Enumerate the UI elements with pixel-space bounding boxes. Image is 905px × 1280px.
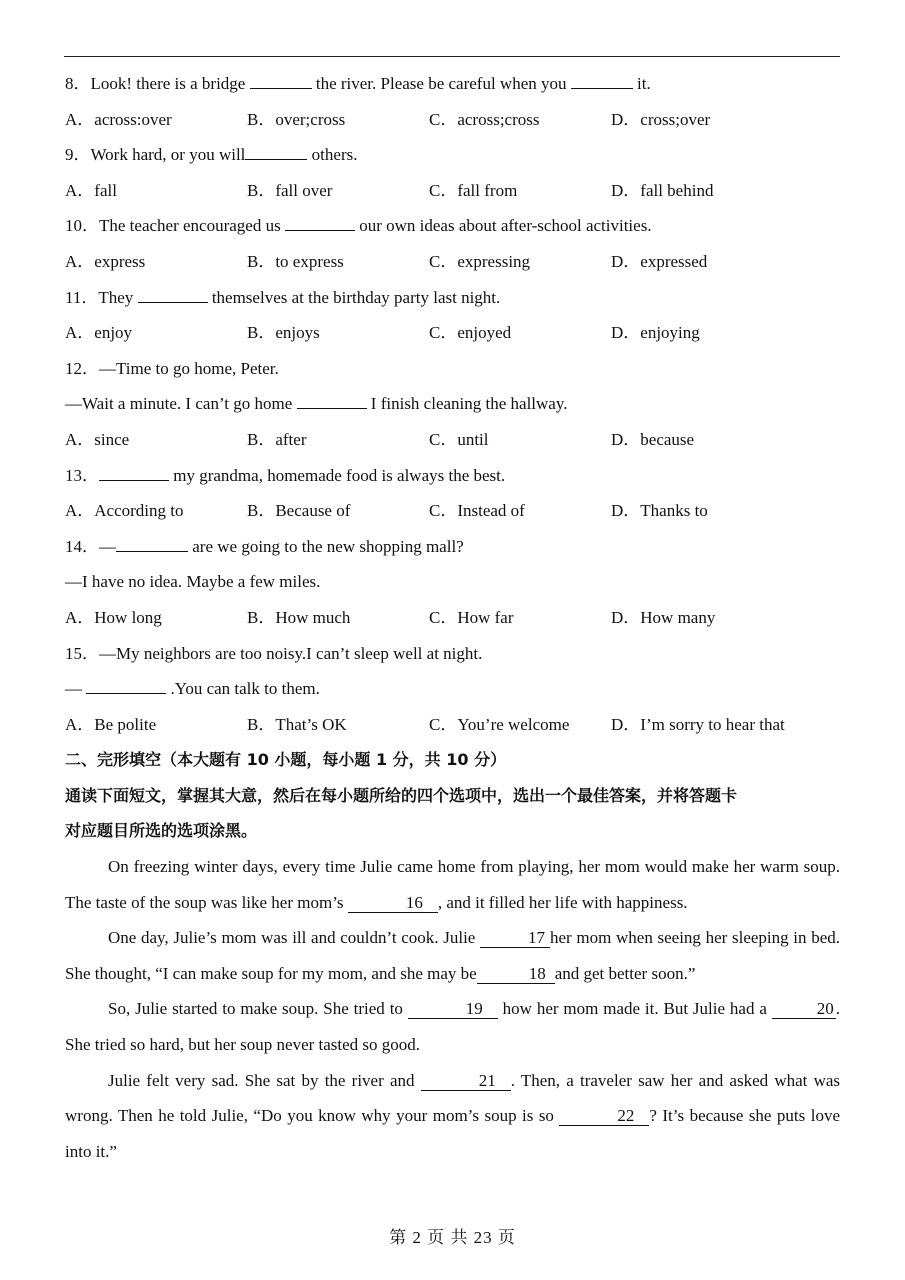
question-text: —: [65, 679, 87, 699]
question-stem: [65, 351, 840, 387]
question-number: 10．: [65, 216, 99, 236]
passage-text: how her mom made it. But Julie had a: [497, 999, 772, 1019]
option-c[interactable]: C．until: [429, 429, 489, 449]
answer-blank: [250, 70, 312, 89]
section-title: 二、完形填空（本大题有 10 小题，每小题 1 分，共 10 分）: [65, 750, 507, 770]
option-d[interactable]: D．Thanks to: [611, 501, 708, 521]
question-number: 11．: [65, 287, 99, 307]
option-c[interactable]: C．enjoyed: [429, 323, 512, 343]
passage-text: One day, Julie’s mom was ill and couldn’t cook. Julie: [108, 928, 481, 948]
options-row: [65, 315, 840, 351]
option-d[interactable]: D．cross;over: [611, 109, 711, 129]
page-footer: 第 2 页 共 23 页: [389, 1228, 516, 1247]
option-b[interactable]: B．Because of: [247, 501, 351, 521]
question-number: 9．: [65, 145, 91, 165]
question-text: our own ideas about after-school activities.: [354, 216, 652, 236]
question-text: others.: [307, 145, 358, 165]
answer-blank: [86, 675, 166, 694]
passage-paragraph: [65, 920, 840, 991]
question-stem: [65, 636, 840, 672]
answer-blank: [297, 390, 367, 409]
passage-text: . Then, a traveler saw her and asked what was wrong. Then he told Julie, “Do you know why your mom’s soup is so: [65, 1070, 841, 1126]
answer-blank: [245, 141, 307, 160]
option-b[interactable]: B．That’s OK: [247, 714, 347, 734]
question-text: —Time to go home, Peter.: [99, 358, 279, 378]
question-text: They: [98, 287, 138, 307]
options-row: [65, 707, 840, 743]
question-number: 13．: [65, 465, 99, 485]
option-b[interactable]: B．fall over: [247, 180, 333, 200]
question-stem: [65, 458, 840, 494]
cloze-blank-19: 19: [408, 1000, 498, 1019]
option-a[interactable]: A．According to: [65, 501, 184, 521]
option-d[interactable]: D．How many: [611, 607, 716, 627]
answer-blank: [285, 212, 355, 231]
question-text: —Wait a minute. I can’t go home: [65, 394, 297, 414]
question-text: —: [99, 536, 116, 556]
dialogue-line: [65, 671, 840, 707]
question-number: 8．: [65, 74, 91, 93]
question-stem: [65, 208, 840, 244]
question-text: my grandma, homemade food is always the best.: [169, 465, 506, 485]
section-instruction: 通读下面短文，掌握其大意，然后在每小题所给的四个选项中，选出一个最佳答案，并将答题卡: [65, 785, 738, 805]
options-row: [65, 493, 840, 529]
passage-text: ? It’s because she puts love into it.”: [65, 1106, 840, 1161]
passage-text: So, Julie started to make soup. She tried to: [108, 999, 408, 1019]
option-d[interactable]: D．expressed: [611, 251, 708, 271]
question-stem: [65, 66, 840, 102]
question-text: —I have no idea. Maybe a few miles.: [65, 572, 321, 592]
question-text: Look! there is a bridge: [90, 74, 250, 93]
passage-text: and get better soon.”: [554, 963, 696, 983]
answer-blank: [138, 284, 208, 303]
option-a[interactable]: A．across:over: [65, 109, 172, 129]
option-a[interactable]: A．enjoy: [65, 323, 133, 343]
passage-text: Julie felt very sad. She sat by the river and: [108, 1070, 421, 1090]
option-b[interactable]: B．How much: [247, 607, 351, 627]
passage-paragraph: [65, 849, 840, 920]
cloze-blank-21: 21: [421, 1072, 511, 1091]
option-d[interactable]: D．fall behind: [611, 180, 714, 200]
option-d[interactable]: D．enjoying: [611, 323, 700, 343]
passage-text: her mom when seeing her sleeping in bed. She thought, “I can make soup for my mom, and she may be: [65, 928, 840, 983]
options-row: [65, 422, 840, 458]
option-a[interactable]: A．express: [65, 251, 146, 271]
option-d[interactable]: D．I’m sorry to hear that: [611, 714, 785, 734]
option-d[interactable]: D．because: [611, 429, 695, 449]
passage-text: On freezing winter days, every time Julie came home from playing, her mom would make her warm soup. The taste of the soup was like her mom’s: [65, 857, 840, 912]
options-row: [65, 244, 840, 280]
header-rule: [64, 56, 840, 57]
passage-text: , and it filled her life with happiness.: [437, 892, 688, 912]
option-c[interactable]: C．How far: [429, 607, 514, 627]
option-c[interactable]: C．expressing: [429, 251, 531, 271]
dialogue-line: [65, 564, 840, 600]
question-text: are we going to the new shopping mall?: [188, 536, 464, 556]
question-text: it.: [632, 74, 651, 93]
passage-paragraph: [65, 991, 840, 1062]
options-row: [65, 600, 840, 636]
passage-paragraph: [65, 1063, 840, 1170]
question-stem: [65, 280, 840, 316]
option-a[interactable]: A．fall: [65, 180, 117, 200]
options-row: [65, 102, 840, 138]
option-c[interactable]: C．fall from: [429, 180, 518, 200]
question-stem: [65, 137, 840, 173]
section-instruction: 对应题目所选的选项涂黑。: [65, 821, 258, 841]
option-c[interactable]: C．You’re welcome: [429, 714, 570, 734]
page-content: [65, 66, 840, 1169]
option-a[interactable]: A．How long: [65, 607, 162, 627]
question-text: the river. Please be careful when you: [311, 74, 571, 93]
question-text: —My neighbors are too noisy.I can’t sleep well at night.: [99, 643, 483, 663]
cloze-blank-16: 16: [348, 894, 438, 913]
option-b[interactable]: B．enjoys: [247, 323, 320, 343]
options-row: [65, 173, 840, 209]
question-number: 14．: [65, 536, 99, 556]
question-number: 12．: [65, 358, 99, 378]
cloze-blank-17: 17: [480, 929, 550, 948]
cloze-blank-20: 20: [772, 1000, 836, 1019]
option-b[interactable]: B．after: [247, 429, 307, 449]
answer-blank: [116, 533, 188, 552]
option-c[interactable]: C．Instead of: [429, 501, 525, 521]
question-text: The teacher encouraged us: [99, 216, 285, 236]
question-text: I finish cleaning the hallway.: [366, 394, 568, 414]
option-b[interactable]: B．to express: [247, 251, 344, 271]
option-a[interactable]: A．since: [65, 429, 130, 449]
dialogue-line: [65, 386, 840, 422]
option-a[interactable]: A．Be polite: [65, 714, 157, 734]
question-text: themselves at the birthday party last night.: [207, 287, 501, 307]
question-text: .You can talk to them.: [166, 679, 320, 699]
question-stem: [65, 529, 840, 565]
answer-blank: [571, 70, 633, 89]
question-number: 15．: [65, 643, 99, 663]
option-b[interactable]: B．over;cross: [247, 109, 346, 129]
answer-blank: [99, 462, 169, 481]
passage-text: . She tried so hard, but her soup never tasted so good.: [65, 999, 841, 1055]
question-text: Work hard, or you will: [90, 145, 246, 165]
cloze-blank-18: 18: [477, 965, 555, 984]
option-c[interactable]: C．across;cross: [429, 109, 540, 129]
cloze-blank-22: 22: [559, 1107, 649, 1126]
